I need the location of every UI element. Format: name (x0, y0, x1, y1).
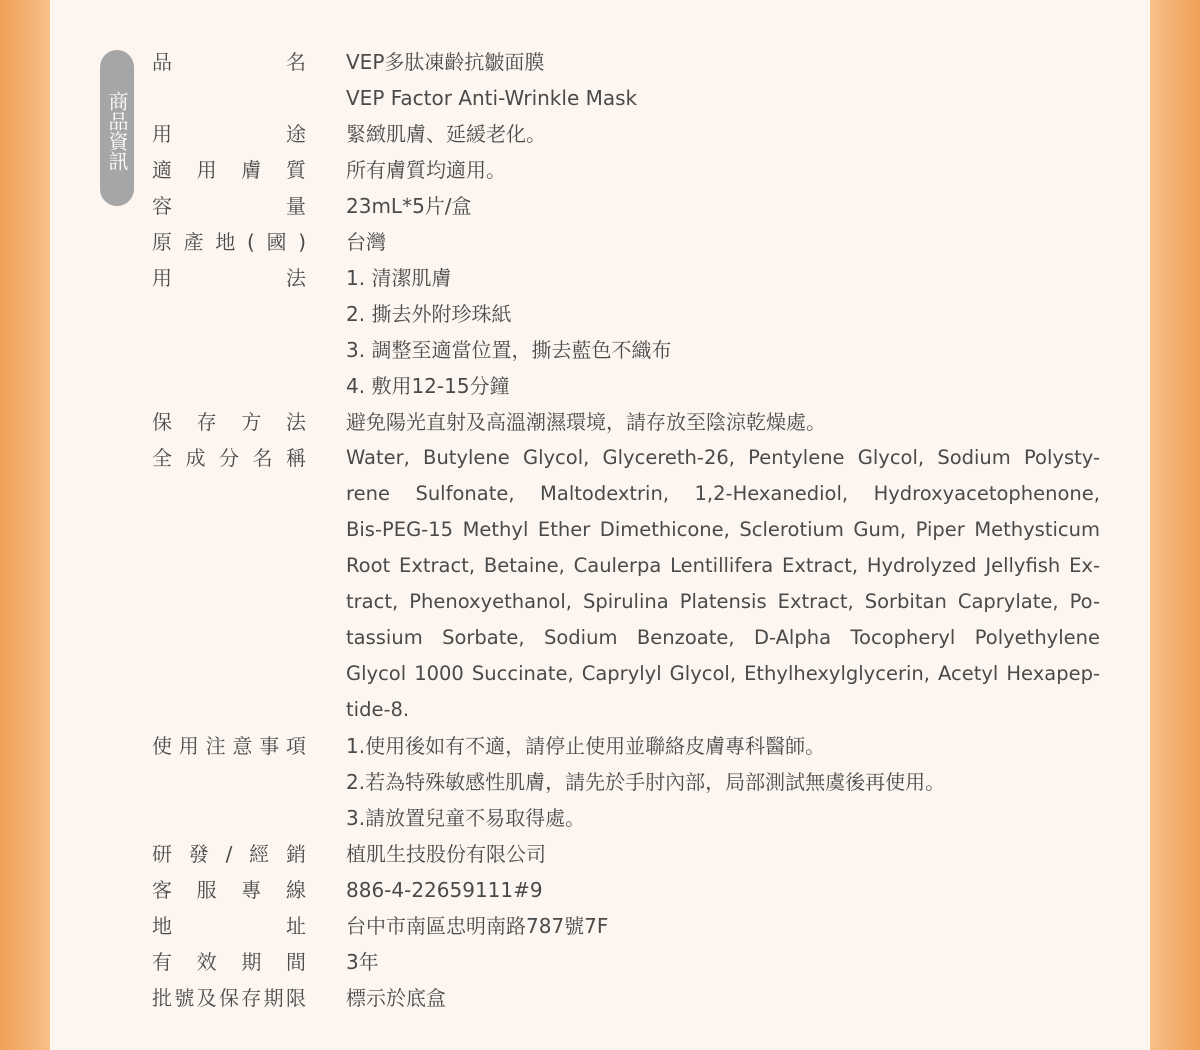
row-label: 適用膚質 (152, 158, 306, 182)
row-value (346, 224, 1100, 260)
info-row-ingredients (152, 440, 1100, 728)
info-row-distributor (152, 836, 1100, 872)
value-line: 2.若為特殊敏感性肌膚，請先於手肘內部，局部測試無虞後再使用。 (346, 770, 946, 794)
info-row-origin (152, 224, 1100, 260)
value-line: 所有膚質均適用。 (346, 158, 506, 182)
row-value (346, 908, 1100, 944)
info-row-precautions (152, 728, 1100, 836)
value-line: 緊緻肌膚、延緩老化。 (346, 122, 546, 146)
row-label: 用途 (152, 122, 306, 146)
row-label: 研發/經銷 (152, 842, 306, 866)
row-value (346, 728, 1100, 836)
ingredient-line: Root Extract, Betaine, Caulerpa Lentillifera Extract, Hydrolyzed Jellyfish Ex- (346, 554, 1100, 577)
row-value (346, 404, 1100, 440)
ingredient-line: tide-8. (346, 698, 410, 721)
value-line: 3.請放置兒童不易取得處。 (346, 806, 586, 830)
row-label: 客服專線 (152, 878, 306, 902)
row-value (346, 872, 1100, 908)
row-value (346, 440, 1100, 728)
info-row-service-line (152, 872, 1100, 908)
value-line: 植肌生技股份有限公司 (346, 842, 546, 866)
info-row-batch (152, 980, 1100, 1016)
info-row-usage (152, 260, 1100, 404)
row-label: 使用注意事項 (152, 734, 306, 758)
value-line: 避免陽光直射及高溫潮濕環境，請存放至陰涼乾燥處。 (346, 410, 826, 434)
value-line: 2. 撕去外附珍珠紙 (346, 302, 512, 326)
row-value (346, 944, 1100, 980)
value-line: 23mL*5片/盒 (346, 194, 472, 218)
value-line: 886-4-22659111#9 (346, 878, 543, 902)
ingredient-line: tassium Sorbate, Sodium Benzoate, D-Alpha Tocopheryl Polyethylene (346, 626, 1100, 649)
row-value (346, 44, 1100, 116)
row-value (346, 188, 1100, 224)
row-label: 保存方法 (152, 410, 306, 434)
value-line: 3年 (346, 950, 379, 974)
info-row-validity (152, 944, 1100, 980)
row-label: 全成分名稱 (152, 446, 306, 470)
value-line: VEP多肽凍齡抗皺面膜 (346, 50, 545, 74)
right-orange-border (1150, 0, 1200, 1050)
info-row-capacity (152, 188, 1100, 224)
info-row-address (152, 908, 1100, 944)
info-row-storage (152, 404, 1100, 440)
ingredient-line: tract, Phenoxyethanol, Spirulina Platensis Extract, Sorbitan Caprylate, Po- (346, 590, 1100, 613)
value-line: 3. 調整至適當位置，撕去藍色不織布 (346, 338, 672, 362)
ingredient-line: Glycol 1000 Succinate, Caprylyl Glycol, Ethylhexylglycerin, Acetyl Hexapep- (346, 662, 1100, 685)
value-line: VEP Factor Anti-Wrinkle Mask (346, 86, 638, 110)
ingredient-line: rene Sulfonate, Maltodextrin, 1,2-Hexanediol, Hydroxyacetophenone, (346, 482, 1100, 505)
product-info-list (152, 44, 1100, 1016)
row-value (346, 980, 1100, 1016)
value-line: 台灣 (346, 230, 386, 254)
row-label: 有效期間 (152, 950, 306, 974)
ingredient-line: Bis-PEG-15 Methyl Ether Dimethicone, Sclerotium Gum, Piper Methysticum (346, 518, 1100, 541)
ingredient-line: Water, Butylene Glycol, Glycereth-26, Pentylene Glycol, Sodium Polysty- (346, 446, 1100, 469)
info-row-skin-type (152, 152, 1100, 188)
value-line: 台中市南區忠明南路787號7F (346, 914, 609, 938)
section-badge: 商品資訊 (100, 50, 134, 206)
row-value (346, 836, 1100, 872)
row-label: 批號及保存期限 (152, 986, 306, 1010)
info-row-purpose (152, 116, 1100, 152)
row-label: 品名 (152, 50, 306, 74)
row-value (346, 152, 1100, 188)
row-label: 容量 (152, 194, 306, 218)
value-line: 標示於底盒 (346, 986, 446, 1010)
value-line: 1. 清潔肌膚 (346, 266, 452, 290)
row-label: 原產地(國) (152, 230, 306, 254)
value-line: 4. 敷用12-15分鐘 (346, 374, 510, 398)
row-label: 地址 (152, 914, 306, 938)
row-label: 用法 (152, 266, 306, 290)
info-row-name (152, 44, 1100, 116)
row-value (346, 260, 1100, 404)
left-orange-border (0, 0, 50, 1050)
row-value (346, 116, 1100, 152)
value-line: 1.使用後如有不適，請停止使用並聯絡皮膚專科醫師。 (346, 734, 826, 758)
